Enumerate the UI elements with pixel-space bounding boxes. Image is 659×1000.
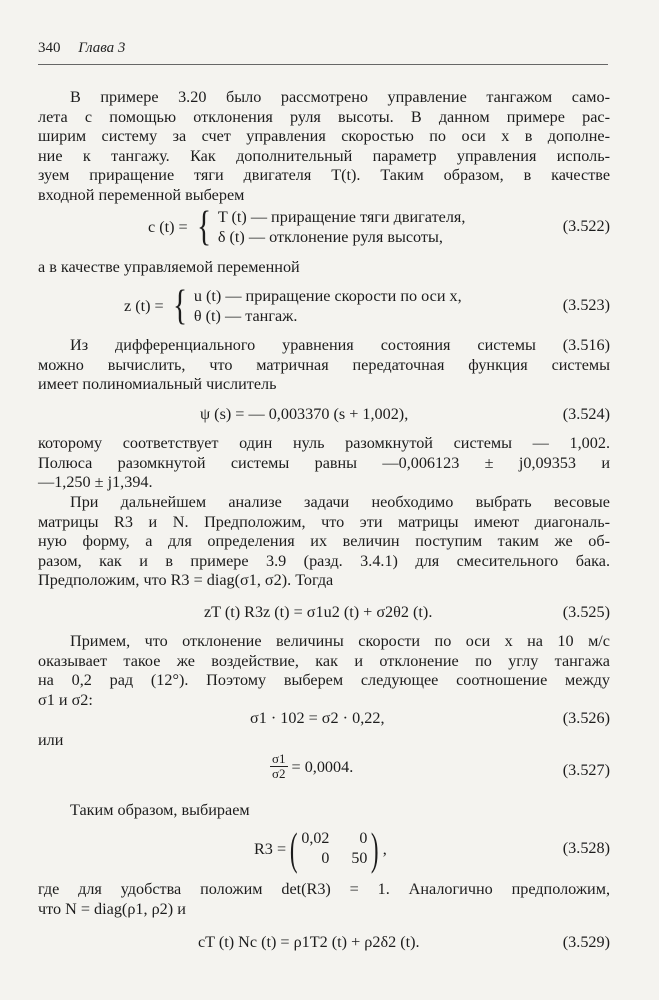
text-line: на 0,2 рад (12°). Поэтому выберем следующее соотношение между [38, 671, 610, 690]
text-line: Предположим, что R3 = diag(σ1, σ2). Тогда [38, 571, 334, 590]
equation-3-522 [38, 206, 610, 250]
equation-rhs: = 0,0004. [291, 757, 354, 776]
equation-number: (3.523) [562, 296, 610, 314]
fraction-denominator: σ2 [272, 766, 286, 781]
left-brace-icon: { [196, 204, 211, 250]
paragraph-choose [38, 801, 610, 821]
text-line: ную форму, а для определения их величин поступим таким же об- [38, 532, 610, 551]
equation-body: σ1 · 102 = σ2 · 0,22, [250, 709, 385, 727]
text-line: лета с помощью отклонения руля высоты. В данном примере рас- [38, 107, 610, 126]
equation-lhs: R3 = [254, 840, 287, 858]
matrix-cell: 50 [351, 850, 368, 867]
text-line: Примем, что отклонение величины скорости по оси x на 10 м/с [70, 632, 610, 650]
paragraph-intro [38, 88, 610, 206]
equation-3-526 [38, 708, 610, 730]
matrix-cell: 0 [321, 850, 330, 867]
paragraph-weights [38, 493, 610, 591]
paragraph-transfer [38, 336, 610, 395]
equation-number: (3.524) [562, 405, 610, 423]
text-line: или [38, 731, 64, 749]
text-line: входной переменной выберем [38, 185, 245, 204]
fraction [270, 752, 288, 781]
equation-body: ψ (s) = — 0,003370 (s + 1,002), [200, 405, 409, 423]
text-line: имеет полиномиальный числитель [38, 375, 277, 394]
paragraph-det [38, 880, 610, 919]
equation-3-528 [38, 823, 610, 874]
right-paren-icon: ) [371, 823, 379, 874]
equation-3-525 [38, 602, 610, 624]
equation-lhs: c (t) = [148, 218, 188, 236]
running-header [38, 40, 125, 57]
equation-body: zT (t) R3z (t) = σ1u2 (t) + σ2θ2 (t). [204, 603, 433, 621]
equation-lhs: z (t) = [124, 297, 164, 315]
text-line: зуем приращение тяги двигателя T(t). Таким образом, в качестве [38, 166, 610, 185]
left-brace-icon: { [172, 283, 187, 329]
equation-number: (3.529) [562, 933, 610, 951]
text-line: разом, как и в примере 3.9 (разд. 3.4.1) для смесительного бака. [38, 551, 610, 570]
text-line: оказывает такое же воздействие, как и отклонение по углу тангажа [38, 651, 610, 670]
text-line: —1,250 ± j1,394. [38, 473, 153, 492]
equation-3-523 [38, 285, 610, 329]
header-rule [38, 64, 608, 65]
text-line: можно вычислить, что матричная передаточная функция системы [38, 355, 610, 374]
matrix [286, 823, 383, 874]
text-line: Полюса разомкнутой системы равны —0,006123 ± j0,09353 и [38, 453, 610, 472]
equation-trail: , [382, 840, 387, 858]
case-row: θ (t) — тангаж. [193, 307, 298, 325]
equation-body: cT (t) Nc (t) = ρ1T2 (t) + ρ2δ2 (t). [198, 933, 420, 951]
text-line: Из дифференциального уравнения состояния системы (3.516) [70, 336, 610, 354]
case-row: u (t) — приращение скорости по оси x, [193, 287, 462, 305]
text-line: σ1 и σ2: [38, 690, 93, 709]
text-line: что N = diag(ρ1, ρ2) и [38, 899, 186, 918]
fraction-numerator: σ1 [272, 751, 286, 766]
equation-number: (3.522) [562, 217, 610, 235]
paragraph-or [38, 731, 610, 751]
paragraph-zeros-poles [38, 434, 610, 493]
text-line: При дальнейшем анализе задачи необходимо выбрать весовые [70, 493, 610, 511]
paragraph-ratio [38, 632, 610, 710]
equation-3-524 [38, 404, 610, 426]
equation-number: (3.526) [562, 709, 610, 727]
equation-3-529 [38, 932, 610, 954]
text-line: ширим систему за счет управления скоростью по оси x в дополне- [38, 127, 610, 146]
case-row: δ (t) — отклонение руля высоты, [217, 228, 443, 246]
text-line: где для удобства положим det(R3) = 1. Аналогично предположим, [38, 880, 610, 898]
paragraph-controlled [38, 258, 610, 278]
matrix-cell: 0 [359, 830, 368, 847]
chapter-title: Глава 3 [78, 40, 126, 56]
text-line: а в качестве управляемой переменной [38, 258, 300, 276]
text-line: которому соответствует один нуль разомкнутой системы — 1,002. [38, 434, 610, 452]
equation-number: (3.528) [562, 839, 610, 857]
text-line: Таким образом, выбираем [70, 801, 250, 819]
page-number: 340 [38, 40, 61, 56]
equation-number: (3.527) [562, 761, 610, 779]
equation-number: (3.525) [562, 603, 610, 621]
text-line: ние к тангажу. Как дополнительный параметр управления исполь- [38, 146, 610, 165]
equation-3-527 [38, 752, 610, 786]
text-line: В примере 3.20 было рассмотрено управление тангажом само- [70, 88, 610, 106]
matrix-cell: 0,02 [301, 830, 330, 847]
text-line: матрицы R3 и N. Предположим, что эти матрицы имеют диагональ- [38, 512, 610, 531]
case-row: T (t) — приращение тяги двигателя, [217, 208, 466, 226]
left-paren-icon: ( [289, 823, 298, 874]
